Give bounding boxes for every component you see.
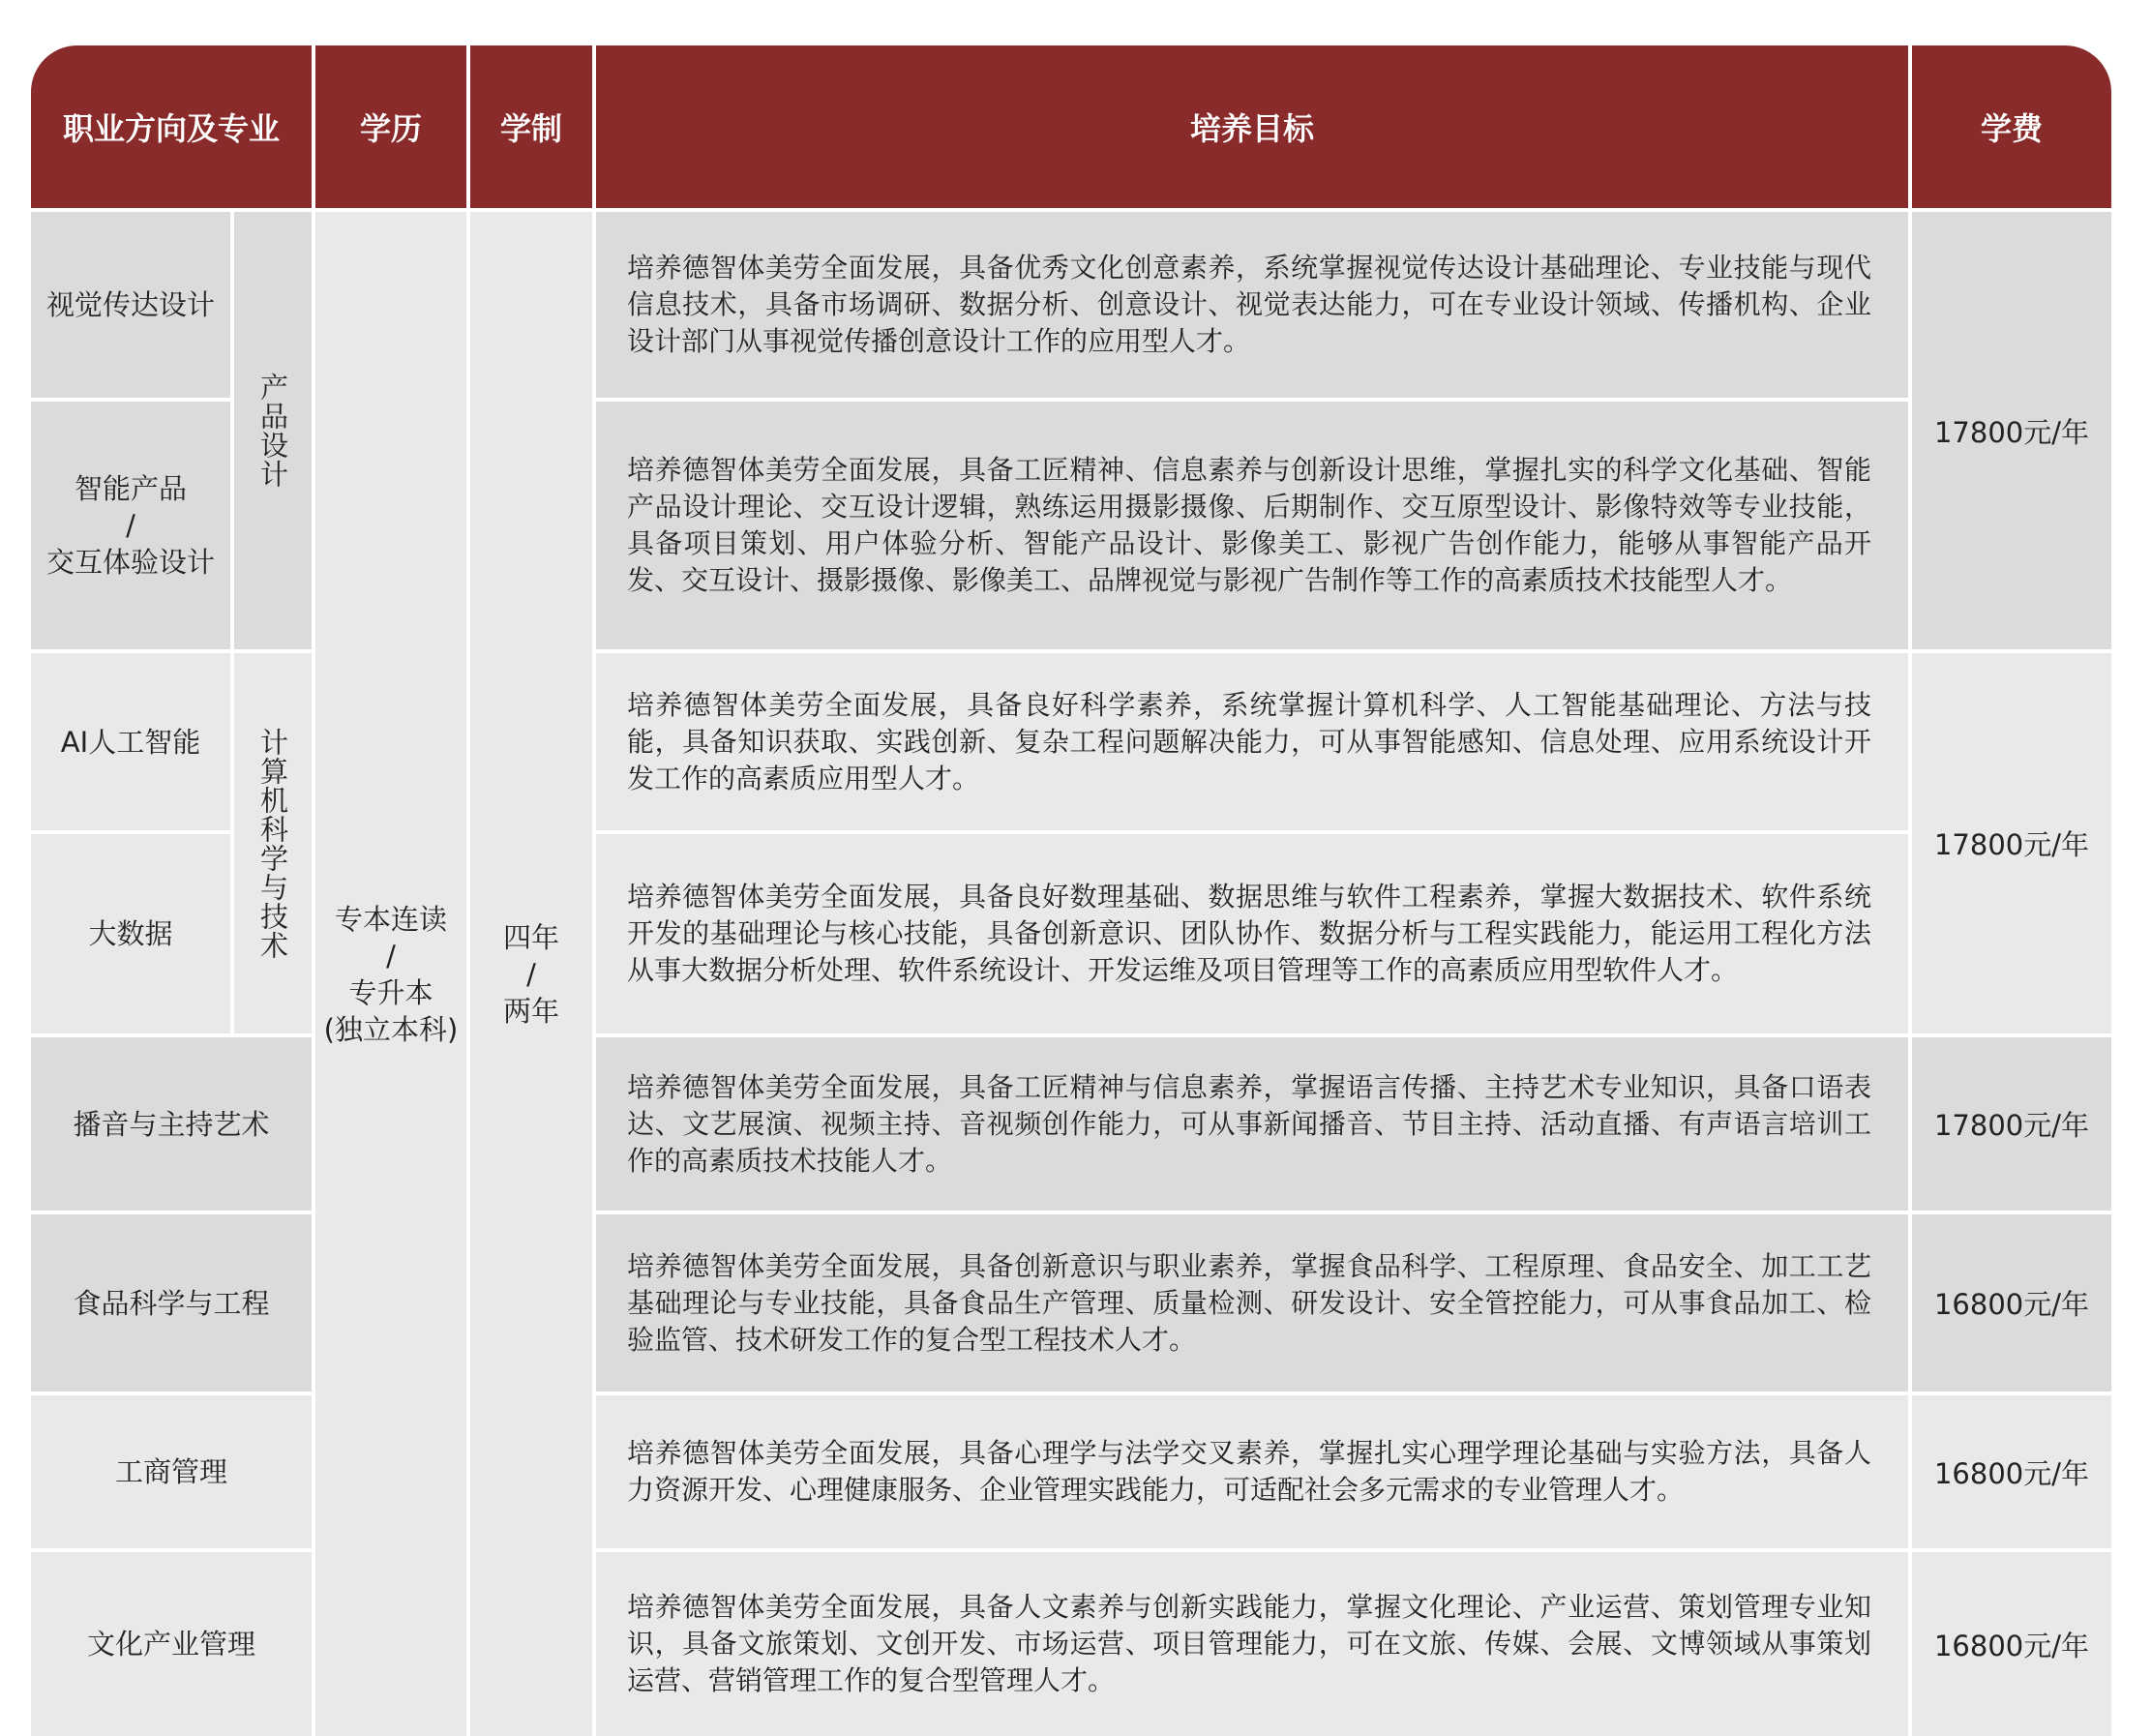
major-visual-communication: 视觉传达设计 [31,212,230,398]
header-goal: 培养目标 [596,45,1908,208]
major-smart-product-interaction: 智能产品 / 交互体验设计 [31,402,230,649]
major-business-admin: 工商管理 [31,1395,312,1548]
fee-cs-group: 17800元/年 [1912,653,2111,1033]
major-food-science: 食品科学与工程 [31,1214,312,1392]
fee-broadcasting: 17800元/年 [1912,1037,2111,1211]
major-cultural-industry: 文化产业管理 [31,1552,312,1736]
duration-cell: 四年 / 两年 [470,212,592,1736]
goal-business-admin: 培养德智体美劳全面发展，具备心理学与法学交叉素养，掌握扎实心理学理论基础与实验方法，具备人力资源开发、心理健康服务、企业管理实践能力，可适配社会多元需求的专业管理人才。 [596,1395,1908,1548]
degree-cell: 专本连读 / 专升本 (独立本科) [315,212,466,1736]
goal-broadcasting: 培养德智体美劳全面发展，具备工匠精神与信息素养，掌握语言传播、主持艺术专业知识，具备口语表达、文艺展演、视频主持、音视频创作能力，可从事新闻播音、节目主持、活动直播、有声语言培训工作的高素质技术技能人才。 [596,1037,1908,1211]
goal-cultural-industry: 培养德智体美劳全面发展，具备人文素养与创新实践能力，掌握文化理论、产业运营、策划管理专业知识，具备文旅策划、文创开发、市场运营、项目管理能力，可在文旅、传媒、会展、文博领域从事策划运营、营销管理工作的复合型管理人才。 [596,1552,1908,1736]
goal-food-science: 培养德智体美劳全面发展，具备创新意识与职业素养，掌握食品科学、工程原理、食品安全、加工工艺基础理论与专业技能，具备食品生产管理、质量检测、研发设计、安全管控能力，可从事食品加工、检验监管、技术研发工作的复合型工程技术人才。 [596,1214,1908,1392]
header-duration: 学制 [470,45,592,208]
fee-food-science: 16800元/年 [1912,1214,2111,1392]
major-ai: AI人工智能 [31,653,230,830]
fee-business-admin: 16800元/年 [1912,1395,2111,1548]
header-fee: 学费 [1912,45,2111,208]
goal-ai: 培养德智体美劳全面发展，具备良好科学素养，系统掌握计算机科学、人工智能基础理论、方法与技能，具备知识获取、实践创新、复杂工程问题解决能力，可从事智能感知、信息处理、应用系统设计开发工作的高素质应用型人才。 [596,653,1908,830]
major-big-data: 大数据 [31,834,230,1033]
goal-smart-product-interaction: 培养德智体美劳全面发展，具备工匠精神、信息素养与创新设计思维，掌握扎实的科学文化基础、智能产品设计理论、交互设计逻辑，熟练运用摄影摄像、后期制作、交互原型设计、影像特效等专业技能，具备项目策划、用户体验分析、智能产品设计、影像美工、影视广告创作能力，能够从事智能产品开发、交互设计、摄影摄像、影像美工、品牌视觉与影视广告制作等工作的高素质技术技能型人才。 [596,402,1908,649]
group-product-design: 产品设计 [234,212,312,649]
header-degree: 学历 [315,45,466,208]
major-broadcasting: 播音与主持艺术 [31,1037,312,1211]
group-computer-science: 计算机科学与技术 [234,653,312,1033]
goal-big-data: 培养德智体美劳全面发展，具备良好数理基础、数据思维与软件工程素养，掌握大数据技术、软件系统开发的基础理论与核心技能，具备创新意识、团队协作、数据分析与工程实践能力，能运用工程化方法从事大数据分析处理、软件系统设计、开发运维及项目管理等工作的高素质应用型软件人才。 [596,834,1908,1033]
fee-design-group: 17800元/年 [1912,212,2111,649]
header-major: 职业方向及专业 [31,45,312,208]
fee-cultural-industry: 16800元/年 [1912,1552,2111,1736]
goal-visual-communication: 培养德智体美劳全面发展，具备优秀文化创意素养，系统掌握视觉传达设计基础理论、专业技能与现代信息技术，具备市场调研、数据分析、创意设计、视觉表达能力，可在专业设计领域、传播机构、企业设计部门从事视觉传播创意设计工作的应用型人才。 [596,212,1908,398]
